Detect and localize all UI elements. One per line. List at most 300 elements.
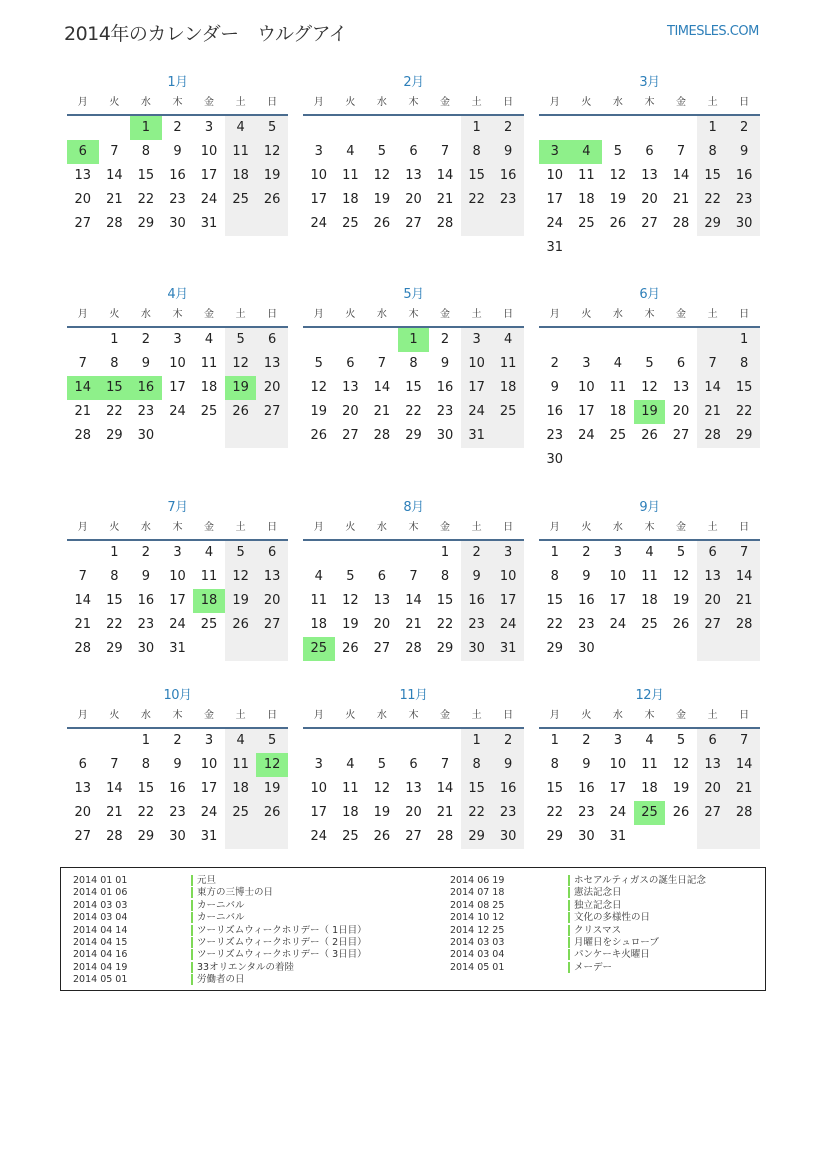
day-cell[interactable]: 4 <box>571 140 603 164</box>
day-cell[interactable]: 27 <box>672 428 690 443</box>
day-cell[interactable]: 12 <box>225 565 257 589</box>
day-cell[interactable]: 9 <box>173 144 182 159</box>
day-cell[interactable]: 21 <box>405 617 422 632</box>
day-cell[interactable]: 20 <box>256 376 288 400</box>
day-cell[interactable]: 5 <box>645 356 654 371</box>
day-cell[interactable]: 8 <box>550 569 559 584</box>
day-cell[interactable]: 5 <box>256 116 288 140</box>
day-cell[interactable]: 27 <box>641 216 658 231</box>
day-cell[interactable]: 29 <box>106 641 123 656</box>
day-cell[interactable]: 11 <box>225 140 257 164</box>
day-cell[interactable]: 27 <box>697 613 729 637</box>
day-cell[interactable]: 11 <box>310 593 328 608</box>
day-cell[interactable]: 2 <box>141 545 151 560</box>
day-cell[interactable]: 25 <box>641 617 658 632</box>
day-cell[interactable]: 30 <box>728 212 760 236</box>
day-cell[interactable]: 27 <box>342 428 359 443</box>
day-cell[interactable]: 3 <box>314 144 323 159</box>
day-cell[interactable]: 14 <box>74 593 92 608</box>
day-cell[interactable]: 27 <box>74 829 92 844</box>
day-cell[interactable]: 21 <box>373 404 391 419</box>
day-cell[interactable]: 5 <box>377 144 387 159</box>
day-cell[interactable]: 5 <box>676 545 686 560</box>
day-cell[interactable]: 13 <box>672 380 690 395</box>
day-cell[interactable]: 11 <box>342 781 359 796</box>
day-cell[interactable]: 22 <box>106 617 123 632</box>
day-cell[interactable]: 30 <box>436 428 454 443</box>
day-cell[interactable]: 14 <box>405 593 422 608</box>
day-cell[interactable]: 8 <box>550 757 559 772</box>
day-cell[interactable]: 2 <box>492 729 524 753</box>
day-cell[interactable]: 10 <box>200 144 218 159</box>
day-cell[interactable]: 1 <box>697 116 729 140</box>
day-cell[interactable]: 20 <box>405 805 422 820</box>
day-cell[interactable]: 19 <box>672 593 690 608</box>
day-cell[interactable]: 23 <box>169 192 186 207</box>
day-cell[interactable]: 27 <box>74 216 92 231</box>
day-cell[interactable]: 6 <box>256 328 288 352</box>
day-cell[interactable]: 15 <box>697 164 729 188</box>
day-cell[interactable]: 12 <box>310 380 328 395</box>
day-cell[interactable]: 9 <box>492 140 524 164</box>
day-cell[interactable]: 30 <box>492 825 524 849</box>
day-cell[interactable]: 4 <box>346 757 355 772</box>
day-cell[interactable]: 16 <box>137 593 155 608</box>
day-cell[interactable]: 10 <box>492 565 524 589</box>
day-cell[interactable]: 23 <box>137 404 155 419</box>
day-cell[interactable]: 16 <box>578 781 595 796</box>
day-cell[interactable]: 19 <box>373 805 391 820</box>
day-cell[interactable]: 18 <box>492 376 524 400</box>
day-cell[interactable]: 21 <box>106 192 123 207</box>
day-cell[interactable]: 9 <box>492 753 524 777</box>
day-cell[interactable]: 26 <box>672 805 690 820</box>
day-cell[interactable]: 16 <box>492 164 524 188</box>
day-cell[interactable]: 24 <box>609 805 627 820</box>
day-cell[interactable]: 7 <box>78 569 87 584</box>
day-cell[interactable]: 10 <box>578 380 595 395</box>
day-cell[interactable]: 21 <box>697 400 729 424</box>
day-cell[interactable]: 19 <box>609 192 627 207</box>
day-cell[interactable]: 1 <box>130 116 162 140</box>
day-cell[interactable]: 7 <box>110 144 119 159</box>
day-cell[interactable]: 11 <box>200 356 218 371</box>
day-cell[interactable]: 16 <box>492 777 524 801</box>
day-cell[interactable]: 5 <box>256 729 288 753</box>
day-cell[interactable]: 2 <box>492 116 524 140</box>
day-cell[interactable]: 8 <box>141 144 151 159</box>
day-cell[interactable]: 30 <box>578 829 595 844</box>
day-cell[interactable]: 17 <box>310 192 328 207</box>
day-cell[interactable]: 21 <box>728 777 760 801</box>
day-cell[interactable]: 1 <box>728 328 760 352</box>
day-cell[interactable]: 9 <box>582 757 591 772</box>
day-cell[interactable]: 11 <box>225 753 257 777</box>
day-cell[interactable]: 5 <box>613 144 623 159</box>
day-cell[interactable]: 27 <box>405 216 422 231</box>
day-cell[interactable]: 21 <box>436 805 454 820</box>
day-cell[interactable]: 28 <box>436 829 454 844</box>
day-cell[interactable]: 18 <box>641 781 658 796</box>
day-cell[interactable]: 4 <box>492 328 524 352</box>
day-cell[interactable]: 22 <box>697 188 729 212</box>
day-cell[interactable]: 15 <box>106 593 123 608</box>
day-cell[interactable]: 3 <box>204 120 214 135</box>
day-cell[interactable]: 15 <box>99 376 131 400</box>
day-cell[interactable]: 22 <box>137 192 155 207</box>
day-cell[interactable]: 14 <box>67 376 99 400</box>
day-cell[interactable]: 12 <box>373 781 391 796</box>
day-cell[interactable]: 12 <box>672 569 690 584</box>
day-cell[interactable]: 10 <box>200 757 218 772</box>
day-cell[interactable]: 18 <box>342 192 359 207</box>
day-cell[interactable]: 11 <box>609 380 627 395</box>
day-cell[interactable]: 5 <box>377 757 387 772</box>
day-cell[interactable]: 31 <box>200 216 218 231</box>
day-cell[interactable]: 30 <box>137 428 155 443</box>
day-cell[interactable]: 25 <box>342 216 359 231</box>
day-cell[interactable]: 2 <box>141 332 151 347</box>
day-cell[interactable]: 17 <box>200 168 218 183</box>
day-cell[interactable]: 23 <box>492 801 524 825</box>
day-cell[interactable]: 22 <box>546 805 564 820</box>
day-cell[interactable]: 3 <box>582 356 591 371</box>
day-cell[interactable]: 8 <box>110 569 119 584</box>
day-cell[interactable]: 3 <box>204 733 214 748</box>
day-cell[interactable]: 26 <box>256 801 288 825</box>
day-cell[interactable]: 24 <box>169 617 186 632</box>
day-cell[interactable]: 25 <box>578 216 595 231</box>
day-cell[interactable]: 24 <box>461 400 493 424</box>
day-cell[interactable]: 16 <box>578 593 595 608</box>
day-cell[interactable]: 16 <box>169 781 186 796</box>
day-cell[interactable]: 7 <box>728 729 760 753</box>
day-cell[interactable]: 15 <box>436 593 454 608</box>
day-cell[interactable]: 3 <box>492 541 524 565</box>
day-cell[interactable]: 12 <box>225 352 257 376</box>
day-cell[interactable]: 6 <box>256 541 288 565</box>
day-cell[interactable]: 27 <box>256 613 288 637</box>
day-cell[interactable]: 17 <box>169 380 186 395</box>
day-cell[interactable]: 3 <box>613 545 623 560</box>
day-cell[interactable]: 9 <box>728 140 760 164</box>
day-cell[interactable]: 22 <box>728 400 760 424</box>
day-cell[interactable]: 15 <box>137 781 155 796</box>
day-cell[interactable]: 25 <box>225 801 257 825</box>
day-cell[interactable]: 29 <box>546 829 564 844</box>
day-cell[interactable]: 24 <box>310 829 328 844</box>
day-cell[interactable]: 29 <box>137 829 155 844</box>
day-cell[interactable]: 4 <box>225 116 257 140</box>
day-cell[interactable]: 11 <box>200 569 218 584</box>
day-cell[interactable]: 24 <box>546 216 564 231</box>
day-cell[interactable]: 28 <box>106 216 123 231</box>
day-cell[interactable]: 22 <box>137 805 155 820</box>
day-cell[interactable]: 18 <box>641 593 658 608</box>
day-cell[interactable]: 15 <box>728 376 760 400</box>
day-cell[interactable]: 13 <box>405 168 422 183</box>
day-cell[interactable]: 23 <box>137 617 155 632</box>
day-cell[interactable]: 22 <box>546 617 564 632</box>
day-cell[interactable]: 13 <box>641 168 658 183</box>
site-brand[interactable]: TIMESLES.COM <box>667 24 759 39</box>
day-cell[interactable]: 15 <box>461 164 493 188</box>
day-cell[interactable]: 13 <box>74 781 92 796</box>
day-cell[interactable]: 20 <box>342 404 359 419</box>
day-cell[interactable]: 5 <box>676 733 686 748</box>
day-cell[interactable]: 31 <box>609 829 627 844</box>
day-cell[interactable]: 26 <box>609 216 627 231</box>
day-cell[interactable]: 17 <box>461 376 493 400</box>
day-cell[interactable]: 20 <box>74 192 92 207</box>
day-cell[interactable]: 19 <box>256 777 288 801</box>
day-cell[interactable]: 18 <box>342 805 359 820</box>
day-cell[interactable]: 23 <box>578 805 595 820</box>
day-cell[interactable]: 21 <box>672 192 690 207</box>
day-cell[interactable]: 14 <box>373 380 391 395</box>
day-cell[interactable]: 2 <box>173 120 182 135</box>
day-cell[interactable]: 14 <box>728 753 760 777</box>
day-cell[interactable]: 27 <box>256 400 288 424</box>
day-cell[interactable]: 17 <box>492 589 524 613</box>
day-cell[interactable]: 28 <box>672 216 690 231</box>
day-cell[interactable]: 28 <box>74 428 92 443</box>
day-cell[interactable]: 9 <box>461 565 493 589</box>
day-cell[interactable]: 13 <box>342 380 359 395</box>
day-cell[interactable]: 24 <box>578 428 595 443</box>
day-cell[interactable]: 6 <box>645 144 654 159</box>
day-cell[interactable]: 8 <box>461 140 493 164</box>
day-cell[interactable]: 17 <box>609 593 627 608</box>
day-cell[interactable]: 25 <box>342 829 359 844</box>
day-cell[interactable]: 27 <box>405 829 422 844</box>
day-cell[interactable]: 26 <box>641 428 658 443</box>
day-cell[interactable]: 1 <box>461 116 493 140</box>
day-cell[interactable]: 28 <box>405 641 422 656</box>
day-cell[interactable]: 9 <box>141 356 151 371</box>
day-cell[interactable]: 20 <box>74 805 92 820</box>
day-cell[interactable]: 8 <box>409 356 418 371</box>
day-cell[interactable]: 1 <box>440 545 450 560</box>
day-cell[interactable]: 6 <box>67 140 99 164</box>
day-cell[interactable]: 11 <box>492 352 524 376</box>
day-cell[interactable]: 17 <box>578 404 595 419</box>
day-cell[interactable]: 10 <box>169 569 186 584</box>
day-cell[interactable]: 26 <box>310 428 328 443</box>
day-cell[interactable]: 18 <box>310 617 328 632</box>
day-cell[interactable]: 31 <box>169 641 186 656</box>
day-cell[interactable]: 7 <box>697 352 729 376</box>
day-cell[interactable]: 12 <box>256 753 288 777</box>
day-cell[interactable]: 14 <box>697 376 729 400</box>
day-cell[interactable]: 30 <box>461 637 493 661</box>
day-cell[interactable]: 8 <box>141 757 151 772</box>
day-cell[interactable]: 28 <box>728 613 760 637</box>
day-cell[interactable]: 23 <box>169 805 186 820</box>
day-cell[interactable]: 11 <box>342 168 359 183</box>
day-cell[interactable]: 1 <box>550 545 559 560</box>
day-cell[interactable]: 26 <box>373 829 391 844</box>
day-cell[interactable]: 6 <box>676 356 686 371</box>
day-cell[interactable]: 24 <box>200 805 218 820</box>
day-cell[interactable]: 14 <box>436 781 454 796</box>
day-cell[interactable]: 2 <box>582 545 591 560</box>
day-cell[interactable]: 10 <box>609 757 627 772</box>
day-cell[interactable]: 7 <box>78 356 87 371</box>
day-cell[interactable]: 10 <box>609 569 627 584</box>
day-cell[interactable]: 23 <box>546 428 564 443</box>
day-cell[interactable]: 28 <box>697 424 729 448</box>
day-cell[interactable]: 26 <box>672 617 690 632</box>
day-cell[interactable]: 4 <box>645 733 654 748</box>
day-cell[interactable]: 9 <box>173 757 182 772</box>
day-cell[interactable]: 6 <box>697 541 729 565</box>
day-cell[interactable]: 2 <box>550 356 559 371</box>
day-cell[interactable]: 25 <box>303 637 335 661</box>
day-cell[interactable]: 22 <box>106 404 123 419</box>
day-cell[interactable]: 12 <box>609 168 627 183</box>
day-cell[interactable]: 22 <box>461 801 493 825</box>
day-cell[interactable]: 28 <box>728 801 760 825</box>
day-cell[interactable]: 24 <box>200 192 218 207</box>
day-cell[interactable]: 14 <box>728 565 760 589</box>
day-cell[interactable]: 20 <box>641 192 658 207</box>
day-cell[interactable]: 7 <box>440 757 450 772</box>
day-cell[interactable]: 6 <box>409 144 418 159</box>
day-cell[interactable]: 31 <box>200 829 218 844</box>
day-cell[interactable]: 23 <box>492 188 524 212</box>
day-cell[interactable]: 17 <box>200 781 218 796</box>
day-cell[interactable]: 1 <box>461 729 493 753</box>
day-cell[interactable]: 3 <box>539 140 571 164</box>
day-cell[interactable]: 18 <box>578 192 595 207</box>
day-cell[interactable]: 8 <box>697 140 729 164</box>
day-cell[interactable]: 15 <box>405 380 422 395</box>
day-cell[interactable]: 24 <box>310 216 328 231</box>
day-cell[interactable]: 9 <box>440 356 450 371</box>
day-cell[interactable]: 4 <box>204 545 214 560</box>
day-cell[interactable]: 26 <box>225 400 257 424</box>
day-cell[interactable]: 29 <box>137 216 155 231</box>
day-cell[interactable]: 7 <box>110 757 119 772</box>
day-cell[interactable]: 19 <box>225 589 257 613</box>
day-cell[interactable]: 26 <box>342 641 359 656</box>
day-cell[interactable]: 25 <box>225 188 257 212</box>
day-cell[interactable]: 18 <box>193 589 225 613</box>
day-cell[interactable]: 14 <box>672 168 690 183</box>
day-cell[interactable]: 4 <box>346 144 355 159</box>
day-cell[interactable]: 19 <box>672 781 690 796</box>
day-cell[interactable]: 12 <box>256 140 288 164</box>
day-cell[interactable]: 30 <box>137 641 155 656</box>
day-cell[interactable]: 23 <box>461 613 493 637</box>
day-cell[interactable]: 6 <box>377 569 387 584</box>
day-cell[interactable]: 29 <box>106 428 123 443</box>
day-cell[interactable]: 8 <box>461 753 493 777</box>
day-cell[interactable]: 22 <box>461 188 493 212</box>
day-cell[interactable]: 15 <box>461 777 493 801</box>
day-cell[interactable]: 3 <box>461 328 493 352</box>
day-cell[interactable]: 18 <box>225 164 257 188</box>
day-cell[interactable]: 14 <box>436 168 454 183</box>
day-cell[interactable]: 11 <box>578 168 595 183</box>
day-cell[interactable]: 17 <box>546 192 564 207</box>
day-cell[interactable]: 31 <box>546 240 564 255</box>
day-cell[interactable]: 30 <box>169 216 186 231</box>
day-cell[interactable]: 13 <box>697 565 729 589</box>
day-cell[interactable]: 6 <box>409 757 418 772</box>
day-cell[interactable]: 30 <box>546 452 564 467</box>
day-cell[interactable]: 17 <box>609 781 627 796</box>
day-cell[interactable]: 4 <box>645 545 654 560</box>
day-cell[interactable]: 3 <box>173 545 182 560</box>
day-cell[interactable]: 27 <box>373 641 391 656</box>
day-cell[interactable]: 10 <box>310 168 328 183</box>
day-cell[interactable]: 13 <box>256 352 288 376</box>
day-cell[interactable]: 20 <box>256 589 288 613</box>
day-cell[interactable]: 11 <box>641 569 658 584</box>
day-cell[interactable]: 28 <box>373 428 391 443</box>
day-cell[interactable]: 23 <box>578 617 595 632</box>
day-cell[interactable]: 8 <box>728 352 760 376</box>
day-cell[interactable]: 23 <box>436 404 454 419</box>
day-cell[interactable]: 2 <box>728 116 760 140</box>
day-cell[interactable]: 6 <box>697 729 729 753</box>
day-cell[interactable]: 4 <box>225 729 257 753</box>
day-cell[interactable]: 5 <box>225 328 257 352</box>
day-cell[interactable]: 21 <box>728 589 760 613</box>
day-cell[interactable]: 28 <box>74 641 92 656</box>
day-cell[interactable]: 25 <box>492 400 524 424</box>
day-cell[interactable]: 5 <box>225 541 257 565</box>
day-cell[interactable]: 22 <box>436 617 454 632</box>
day-cell[interactable]: 8 <box>440 569 450 584</box>
day-cell[interactable]: 1 <box>141 733 151 748</box>
day-cell[interactable]: 11 <box>641 757 658 772</box>
day-cell[interactable]: 6 <box>346 356 355 371</box>
day-cell[interactable]: 19 <box>225 376 257 400</box>
day-cell[interactable]: 25 <box>200 404 218 419</box>
day-cell[interactable]: 16 <box>546 404 564 419</box>
day-cell[interactable]: 16 <box>169 168 186 183</box>
day-cell[interactable]: 19 <box>256 164 288 188</box>
day-cell[interactable]: 31 <box>461 424 493 448</box>
day-cell[interactable]: 10 <box>461 352 493 376</box>
day-cell[interactable]: 29 <box>405 428 422 443</box>
day-cell[interactable]: 3 <box>613 733 623 748</box>
day-cell[interactable]: 19 <box>310 404 328 419</box>
day-cell[interactable]: 28 <box>436 216 454 231</box>
day-cell[interactable]: 7 <box>377 356 387 371</box>
day-cell[interactable]: 15 <box>546 781 564 796</box>
day-cell[interactable]: 7 <box>676 144 686 159</box>
day-cell[interactable]: 17 <box>169 593 186 608</box>
day-cell[interactable]: 9 <box>550 380 559 395</box>
day-cell[interactable]: 7 <box>440 144 450 159</box>
day-cell[interactable]: 19 <box>373 192 391 207</box>
day-cell[interactable]: 12 <box>342 593 359 608</box>
day-cell[interactable]: 9 <box>141 569 151 584</box>
day-cell[interactable]: 7 <box>409 569 418 584</box>
day-cell[interactable]: 15 <box>546 593 564 608</box>
day-cell[interactable]: 15 <box>137 168 155 183</box>
day-cell[interactable]: 26 <box>225 613 257 637</box>
day-cell[interactable]: 26 <box>256 188 288 212</box>
day-cell[interactable]: 29 <box>461 825 493 849</box>
day-cell[interactable]: 5 <box>314 356 323 371</box>
day-cell[interactable]: 29 <box>728 424 760 448</box>
day-cell[interactable]: 29 <box>546 641 564 656</box>
